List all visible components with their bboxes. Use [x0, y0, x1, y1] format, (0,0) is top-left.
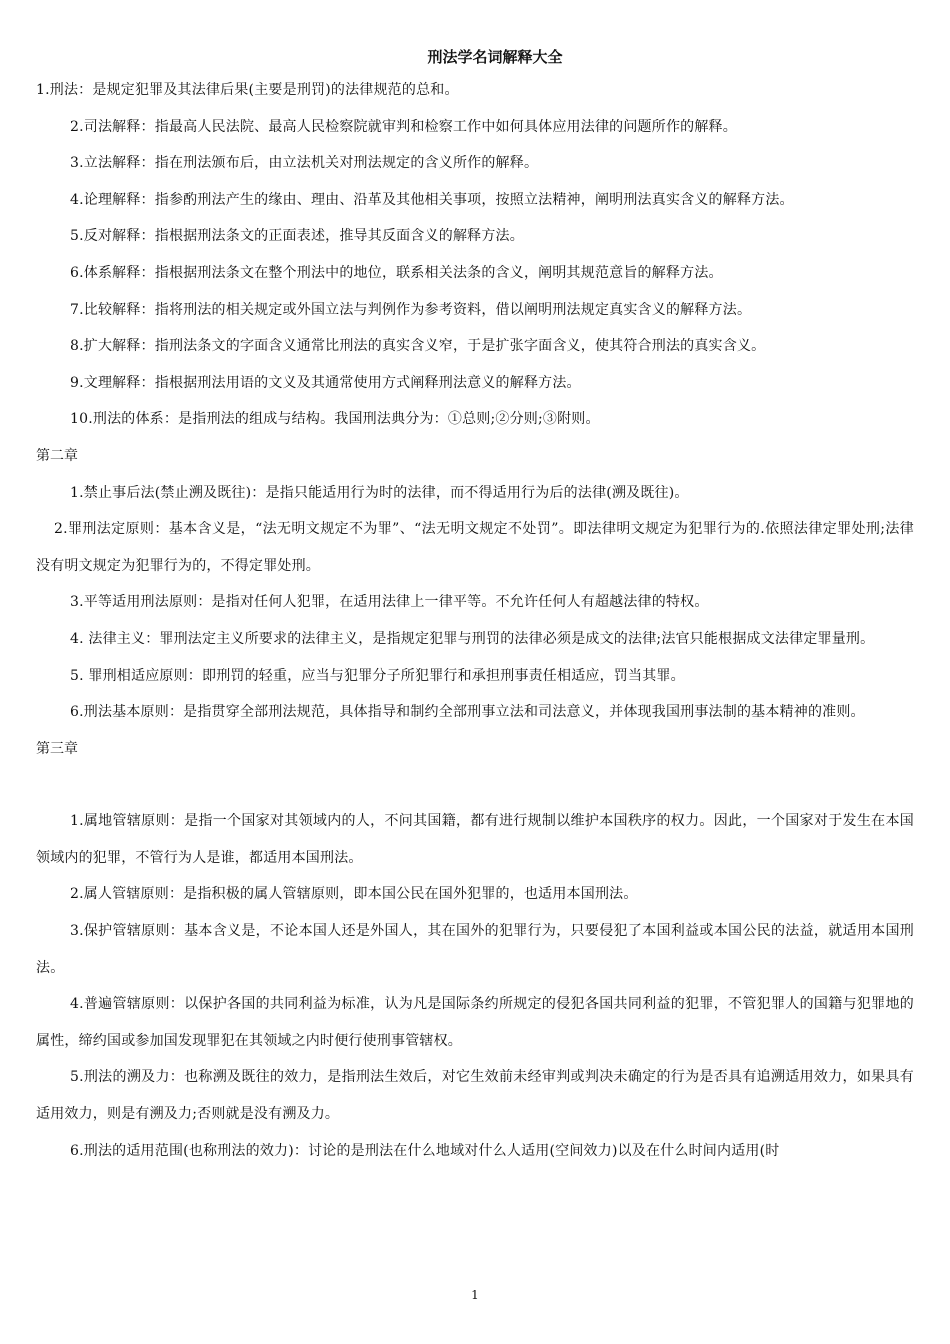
paragraph-systematic-interpretation: 6.体系解释：指根据刑法条文在整个刑法中的地位，联系相关法条的含义，阐明其规范意旨的解释方法。: [70, 264, 723, 281]
paragraph-universal-jurisdiction: 4.普遍管辖原则：以保护各国的共同利益为标准，认为凡是国际条约所规定的侵犯各国共同利益的犯罪，不管犯罪人的国籍与犯罪地的属性，缔约国或参加国发现罪犯在其领域之内时便行使刑事管辖权。: [36, 996, 914, 1049]
paragraph-judicial-interpretation: 2.司法解释：指最高人民法院、最高人民检察院就审判和检察工作中如何具体应用法律的问题所作的解释。: [70, 118, 737, 135]
paragraph-comparative-interpretation: 7.比较解释：指将刑法的相关规定或外国立法与判例作为参考资料，借以阐明刑法规定真实含义的解释方法。: [70, 301, 752, 318]
paragraph-retroactivity: 5.刑法的溯及力：也称溯及既往的效力，是指刑法生效后，对它生效前未经审判或判决未确定的行为是否具有追溯适用效力，如果具有适用效力，则是有溯及力;否则就是没有溯及力。: [36, 1069, 914, 1123]
blank-line: [36, 767, 914, 803]
paragraph-criminal-law-system: 10.刑法的体系：是指刑法的组成与结构。我国刑法典分为：①总则;②分则;③附则。: [70, 411, 600, 428]
paragraph-equality-principle: 3.平等适用刑法原则：是指对任何人犯罪，在适用法律上一律平等。不允许任何人有超越法律的特权。: [70, 594, 709, 611]
document-title: 刑法学名词解释大全: [427, 48, 563, 66]
chapter-three-heading: 第三章: [36, 740, 78, 757]
paragraph-protective-jurisdiction: 3.保护管辖原则：基本含义是，不论本国人还是外国人，其在国外的犯罪行为，只要侵犯了本国利益或本国公民的法益，就适用本国刑法。: [36, 923, 914, 976]
paragraph-contrary-interpretation: 5.反对解释：指根据刑法条文的正面表述，推导其反面含义的解释方法。: [70, 228, 524, 245]
page-number: 1: [471, 1288, 479, 1302]
paragraph-legality-principle: 2.罪刑法定原则：基本含义是，“法无明文规定不为罪”、“法无明文规定不处罚”。即法律明文规定为犯罪行为的.依照法律定罪处刑;法律没有明文规定为犯罪行为的，不得定罪处刑。: [36, 521, 914, 574]
chapter-two-heading: 第二章: [36, 447, 78, 464]
paragraph-criminal-law-definition: 1.刑法：是规定犯罪及其法律后果(主要是刑罚)的法律规范的总和。: [36, 82, 459, 98]
paragraph-territorial-jurisdiction: 1.属地管辖原则：是指一个国家对其领域内的人，不问其国籍，都有进行规制以维护本国秩序的权力。因此，一个国家对于发生在本国领域内的犯罪，不管行为人是谁，都适用本国刑法。: [36, 813, 914, 866]
paragraph-expansive-interpretation: 8.扩大解释：指刑法条文的字面含义通常比刑法的真实含义窄，于是扩张字面含义，使其符合刑法的真实含义。: [70, 338, 766, 355]
paragraph-legalism: 4. 法律主义：罪刑法定主义所要求的法律主义，是指规定犯罪与刑罚的法律必须是成文的法律;法官只能根据成文法律定罪量刑。: [70, 630, 875, 647]
paragraph-theoretical-interpretation: 4.论理解释：指参酌刑法产生的缘由、理由、沿革及其他相关事项，按照立法精神，阐明刑法真实含义的解释方法。: [70, 191, 794, 208]
paragraph-scope-of-application: 6.刑法的适用范围(也称刑法的效力)：讨论的是刑法在什么地域对什么人适用(空间效力)以及在什么时间内适用(时: [70, 1142, 780, 1159]
paragraph-literal-interpretation: 9.文理解释：指根据刑法用语的文义及其通常使用方式阐释刑法意义的解释方法。: [70, 374, 581, 391]
paragraph-proportionality-principle: 5. 罪刑相适应原则：即刑罚的轻重，应当与犯罪分子所犯罪行和承担刑事责任相适应，罚当其罪。: [70, 667, 685, 684]
paragraph-ex-post-facto: 1.禁止事后法(禁止溯及既往)：是指只能适用行为时的法律，而不得适用行为后的法律(溯及既往)。: [70, 484, 689, 501]
paragraph-basic-principles: 6.刑法基本原则：是指贯穿全部刑法规范，具体指导和制约全部刑事立法和司法意义，并体现我国刑事法制的基本精神的准则。: [70, 704, 865, 721]
paragraph-personal-jurisdiction: 2.属人管辖原则：是指积极的属人管辖原则，即本国公民在国外犯罪的，也适用本国刑法。: [70, 886, 638, 903]
paragraph-legislative-interpretation: 3.立法解释：指在刑法颁布后，由立法机关对刑法规定的含义所作的解释。: [70, 155, 539, 172]
